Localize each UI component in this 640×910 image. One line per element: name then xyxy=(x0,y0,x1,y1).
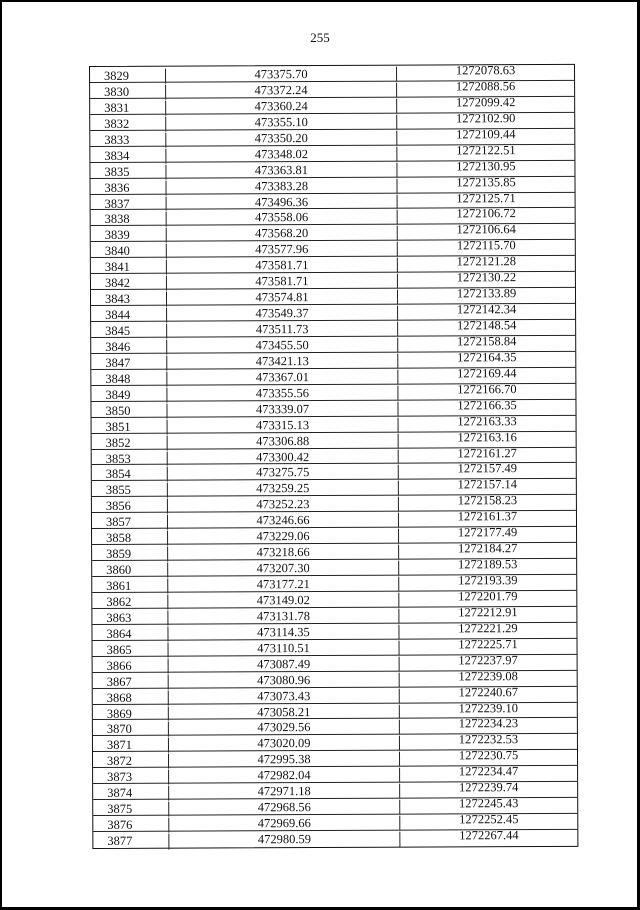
y-coordinate-cell: 1272142.34 xyxy=(456,302,517,317)
point-number-cell: 3854 xyxy=(92,467,168,482)
point-number-cell: 3837 xyxy=(91,196,167,211)
x-coordinate-cell: 473363.81 xyxy=(166,162,397,178)
point-number-cell: 3859 xyxy=(92,547,168,562)
y-coordinate-cell: 1272130.95 xyxy=(456,158,516,174)
point-number-cell: 3832 xyxy=(90,116,166,131)
point-number-cell: 3841 xyxy=(91,260,167,275)
y-coordinate-cell: 1272212.91 xyxy=(458,605,518,620)
point-number-cell: 3861 xyxy=(92,579,168,594)
point-number-cell: 3853 xyxy=(92,451,168,466)
x-coordinate-cell: 473252.23 xyxy=(168,497,399,513)
y-coordinate-cell: 1272157.49 xyxy=(457,461,517,476)
y-coordinate-cell: 1272164.35 xyxy=(457,350,517,365)
x-coordinate-cell: 473581.71 xyxy=(167,258,398,274)
point-number-cell: 3839 xyxy=(91,228,167,243)
y-coordinate-cell: 1272125.71 xyxy=(456,190,516,205)
point-number-cell: 3836 xyxy=(90,180,166,195)
x-coordinate-cell: 473207.30 xyxy=(168,561,399,577)
y-coordinate-cell: 1272158.23 xyxy=(457,493,518,508)
page-number: 255 xyxy=(310,30,330,45)
point-number-cell: 3867 xyxy=(93,674,169,689)
x-coordinate-cell: 473149.02 xyxy=(168,593,399,609)
point-number-cell: 3846 xyxy=(91,340,167,355)
x-coordinate-cell: 473348.02 xyxy=(166,146,397,162)
x-coordinate-cell: 473511.73 xyxy=(167,322,398,338)
y-coordinate-cell: 1272163.16 xyxy=(457,429,517,444)
point-number-cell: 3874 xyxy=(93,786,169,801)
x-coordinate-cell: 473029.56 xyxy=(169,720,400,736)
point-number-cell: 3855 xyxy=(92,483,168,498)
point-number-cell: 3831 xyxy=(90,101,166,116)
x-coordinate-cell: 473315.13 xyxy=(168,417,399,433)
point-number-cell: 3845 xyxy=(91,324,167,339)
point-number-cell: 3862 xyxy=(92,595,168,610)
y-coordinate-cell: 1272239.74 xyxy=(458,780,519,795)
x-coordinate-cell: 473360.24 xyxy=(166,99,397,115)
point-number-cell: 3851 xyxy=(92,419,168,434)
y-coordinate-cell: 1272252.45 xyxy=(459,812,519,827)
x-coordinate-cell: 473568.20 xyxy=(167,226,398,242)
y-coordinate-cell: 1272099.42 xyxy=(455,95,516,110)
x-coordinate-cell: 473367.01 xyxy=(167,369,398,385)
point-number-cell: 3858 xyxy=(92,531,168,546)
x-coordinate-cell: 473355.56 xyxy=(167,385,398,401)
point-number-cell: 3849 xyxy=(91,387,167,402)
x-coordinate-cell: 473246.66 xyxy=(168,513,399,529)
x-coordinate-cell: 473306.88 xyxy=(168,433,399,449)
point-number-cell: 3870 xyxy=(93,722,169,737)
point-number-cell: 3838 xyxy=(91,212,167,227)
point-number-cell: 3834 xyxy=(90,148,166,163)
y-coordinate-cell: 1272122.51 xyxy=(456,142,516,158)
x-coordinate-cell: 473114.35 xyxy=(168,624,399,640)
y-coordinate-cell: 1272189.53 xyxy=(457,557,518,572)
point-number-cell: 3844 xyxy=(91,308,167,323)
y-coordinate-cell: 1272234.47 xyxy=(458,764,519,779)
x-coordinate-cell: 473355.10 xyxy=(166,114,397,130)
coordinates-table xyxy=(89,64,578,849)
y-coordinate-cell: 1272221.29 xyxy=(458,620,518,636)
point-number-cell: 3876 xyxy=(93,818,169,833)
y-coordinate-cell: 1272109.44 xyxy=(456,126,516,142)
y-coordinate-cell: 1272078.63 xyxy=(455,63,516,78)
y-coordinate-cell: 1272133.89 xyxy=(456,286,517,301)
x-coordinate-cell: 473131.78 xyxy=(168,609,399,625)
x-coordinate-cell: 472982.04 xyxy=(169,768,400,784)
point-number-cell: 3860 xyxy=(92,563,168,578)
y-coordinate-cell: 1272239.08 xyxy=(458,668,518,684)
point-number-cell: 3875 xyxy=(93,802,169,817)
point-number-cell: 3869 xyxy=(93,706,169,721)
point-number-cell: 3872 xyxy=(93,754,169,769)
y-coordinate-cell: 1272230.75 xyxy=(458,748,519,763)
y-coordinate-cell: 1272135.85 xyxy=(456,174,516,189)
x-coordinate-cell: 472968.56 xyxy=(169,800,400,816)
y-coordinate-cell: 1272184.27 xyxy=(457,541,518,556)
x-coordinate-cell: 473218.66 xyxy=(168,545,399,561)
point-number-cell: 3877 xyxy=(93,834,169,850)
y-coordinate-cell: 1272240.67 xyxy=(458,684,518,699)
y-coordinate-cell: 1272201.79 xyxy=(458,589,518,604)
point-number-cell: 3847 xyxy=(91,356,167,371)
y-coordinate-cell: 1272225.71 xyxy=(458,636,518,652)
x-coordinate-cell: 473549.37 xyxy=(167,306,398,322)
point-number-cell: 3856 xyxy=(92,499,168,514)
point-number-cell: 3873 xyxy=(93,770,169,785)
x-coordinate-cell: 473110.51 xyxy=(169,640,400,656)
y-coordinate-cell: 1272130.22 xyxy=(456,270,517,285)
point-number-cell: 3864 xyxy=(92,626,168,641)
point-number-cell: 3871 xyxy=(93,738,169,753)
y-coordinate-cell: 1272245.43 xyxy=(459,796,519,811)
point-number-cell: 3865 xyxy=(93,642,169,657)
point-number-cell: 3840 xyxy=(91,244,167,259)
x-coordinate-cell: 473300.42 xyxy=(168,449,399,465)
y-coordinate-cell: 1272163.33 xyxy=(457,413,517,429)
x-coordinate-cell: 472995.38 xyxy=(169,752,400,768)
y-coordinate-cell: 1272177.49 xyxy=(457,525,518,540)
x-coordinate-cell: 473372.24 xyxy=(166,83,397,99)
y-coordinate-cell: 1272161.37 xyxy=(457,509,518,524)
x-coordinate-cell: 473275.75 xyxy=(168,465,399,481)
x-coordinate-cell: 473581.71 xyxy=(167,274,398,290)
y-coordinate-cell: 1272106.72 xyxy=(456,206,516,221)
scan-border-top xyxy=(0,0,640,2)
y-coordinate-cell: 1272169.44 xyxy=(457,365,517,381)
x-coordinate-cell: 473496.36 xyxy=(167,194,398,210)
x-coordinate-cell: 473020.09 xyxy=(169,736,400,752)
x-coordinate-cell: 473558.06 xyxy=(167,210,398,226)
point-number-cell: 3842 xyxy=(91,276,167,291)
point-number-cell: 3866 xyxy=(93,658,169,673)
y-coordinate-cell: 1272157.14 xyxy=(457,477,518,492)
point-number-cell: 3835 xyxy=(90,164,166,179)
point-number-cell: 3829 xyxy=(90,69,166,84)
y-coordinate-cell: 1272115.70 xyxy=(456,238,516,253)
x-coordinate-cell: 473080.96 xyxy=(169,672,400,688)
x-coordinate-cell: 473339.07 xyxy=(167,401,398,417)
scan-border-left xyxy=(0,0,2,910)
y-coordinate-cell: 1272234.23 xyxy=(458,716,519,731)
y-coordinate-cell: 1272121.28 xyxy=(456,254,517,269)
x-coordinate-cell: 473177.21 xyxy=(168,577,399,593)
x-coordinate-cell: 473375.70 xyxy=(166,67,397,83)
x-coordinate-cell: 473383.28 xyxy=(166,178,397,194)
y-coordinate-cell: 1272158.84 xyxy=(456,334,517,349)
x-coordinate-cell: 473455.50 xyxy=(167,338,398,354)
y-coordinate-cell: 1272088.56 xyxy=(455,79,516,94)
x-coordinate-cell: 473577.96 xyxy=(167,242,398,258)
point-number-cell: 3830 xyxy=(90,85,166,100)
point-number-cell: 3852 xyxy=(92,435,168,450)
point-number-cell: 3868 xyxy=(93,690,169,705)
point-number-cell: 3863 xyxy=(92,611,168,626)
x-coordinate-cell: 472969.66 xyxy=(169,816,400,832)
x-coordinate-cell: 473087.49 xyxy=(169,656,400,672)
y-coordinate-cell: 1272166.70 xyxy=(457,381,517,397)
point-number-cell: 3857 xyxy=(92,515,168,530)
point-number-cell: 3833 xyxy=(90,132,166,147)
y-coordinate-cell: 1272102.90 xyxy=(456,110,516,126)
y-coordinate-cell: 1272106.64 xyxy=(456,222,516,237)
y-coordinate-cell: 1272161.27 xyxy=(457,445,517,460)
x-coordinate-cell: 473073.43 xyxy=(169,688,400,704)
x-coordinate-cell: 472971.18 xyxy=(169,784,400,800)
x-coordinate-cell: 473229.06 xyxy=(168,529,399,545)
y-coordinate-cell: 1272239.10 xyxy=(458,700,519,715)
x-coordinate-cell: 473350.20 xyxy=(166,130,397,146)
point-number-cell: 3843 xyxy=(91,292,167,307)
y-coordinate-cell: 1272166.35 xyxy=(457,397,517,413)
point-number-cell: 3850 xyxy=(91,403,167,418)
x-coordinate-cell: 473259.25 xyxy=(168,481,399,497)
x-coordinate-cell: 473058.21 xyxy=(169,704,400,720)
x-coordinate-cell: 473421.13 xyxy=(167,354,398,370)
y-coordinate-cell: 1272237.97 xyxy=(458,652,518,668)
point-number-cell: 3848 xyxy=(91,371,167,386)
x-coordinate-cell: 472980.59 xyxy=(169,832,400,849)
y-coordinate-cell: 1272267.44 xyxy=(459,828,519,843)
x-coordinate-cell: 473574.81 xyxy=(167,290,398,306)
y-coordinate-cell: 1272148.54 xyxy=(456,318,517,333)
y-coordinate-cell: 1272193.39 xyxy=(458,573,518,588)
y-coordinate-cell: 1272232.53 xyxy=(458,732,519,747)
